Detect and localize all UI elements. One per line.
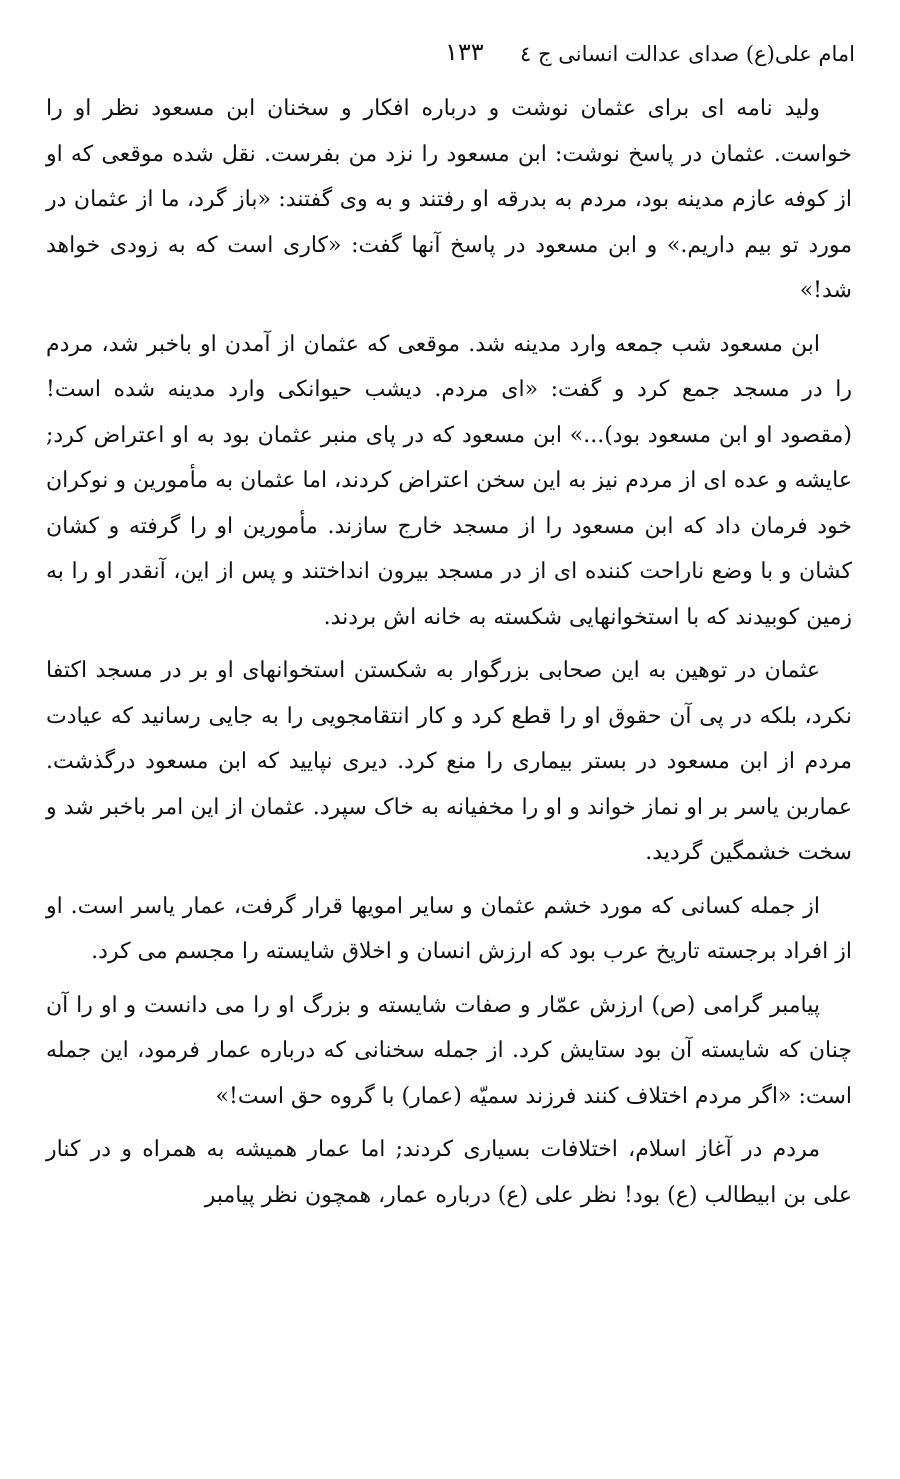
- paragraph: عثمان در توهین به این صحابی بزرگوار به شکستن استخوانهای او بر در مسجد اکتفا نکرد، بلکه در پی آن حقوق او را قطع کرد و کار انتقامجویی را به جایی رسانید که عیادت مردم از ابن مسعود در بستر بیماری را منع کرد. دیری نپایید که ابن مسعود درگذشت. عماربن یاسر بر او نماز خواند و او را مخفیانه به خاک سپرد. عثمان از این امر باخبر شد و سخت خشمگین گردید.: [46, 658, 852, 865]
- paragraph: پیامبر گرامی (ص) ارزش عمّار و صفات شایسته و بزرگ او را می دانست و او را آن چنان که شایسته آن بود ستایش کرد. از جمله سخنانی که درباره عمار فرمود، این جمله است: «اگر مردم اختلاف کنند فرزند سمیّه (عمار) با گروه حق است!»: [46, 992, 852, 1109]
- body-text: [46, 86, 852, 1226]
- paragraph: مردم در آغاز اسلام، اختلافات بسیاری کردند; اما عمار همیشه به همراه و در کنار علی بن ابیطالب (ع) بود! نظر علی (ع) درباره عمار، همچون نظر پیامبر: [46, 1137, 852, 1208]
- paragraph: ولید نامه ای برای عثمان نوشت و درباره افکار و سخنان ابن مسعود نظر او را خواست. عثمان در پاسخ نوشت: ابن مسعود را نزد من بفرست. نقل شده موقعی که او از کوفه عازم مدینه بود، مردم به بدرقه او رفتند و به وی گفتند: «باز گرد، ما از عثمان در مورد تو بیم داریم.» و ابن مسعود در پاسخ آنها گفت: «کاری است که به زودی خواهد شد!»: [46, 96, 852, 303]
- page-number: ۱۳۳: [445, 38, 484, 66]
- page-header: [40, 38, 855, 78]
- paragraph: از جمله کسانی که مورد خشم عثمان و سایر امویها قرار گرفت، عمار یاسر است. او از افراد برجسته تاریخ عرب بود که ارزش انسان و اخلاق شایسته را مجسم می کرد.: [46, 893, 852, 964]
- running-head: امام علی(ع) صدای عدالت انسانی ج ٤: [520, 42, 855, 66]
- paragraph: ابن مسعود شب جمعه وارد مدینه شد. موقعی که عثمان از آمدن او باخبر شد، مردم را در مسجد جمع کرد و گفت: «ای مردم. دیشب حیوانکی وارد مدینه شده است! (مقصود او ابن مسعود بود)...» ابن مسعود که در پای منبر عثمان بود به او اعتراض کرد; عایشه و عده ای از مردم نیز به این سخن اعتراض کردند، اما عثمان به مأمورین و نوکران خود فرمان داد که ابن مسعود را از مسجد خارج سازند. مأمورین او را گرفته و کشان کشان و با وضع ناراحت کننده ای از در مسجد بیرون انداختند و پس از این، آنقدر او را به زمین کوبیدند که با استخوانهایی شکسته به خانه اش بردند.: [46, 331, 852, 630]
